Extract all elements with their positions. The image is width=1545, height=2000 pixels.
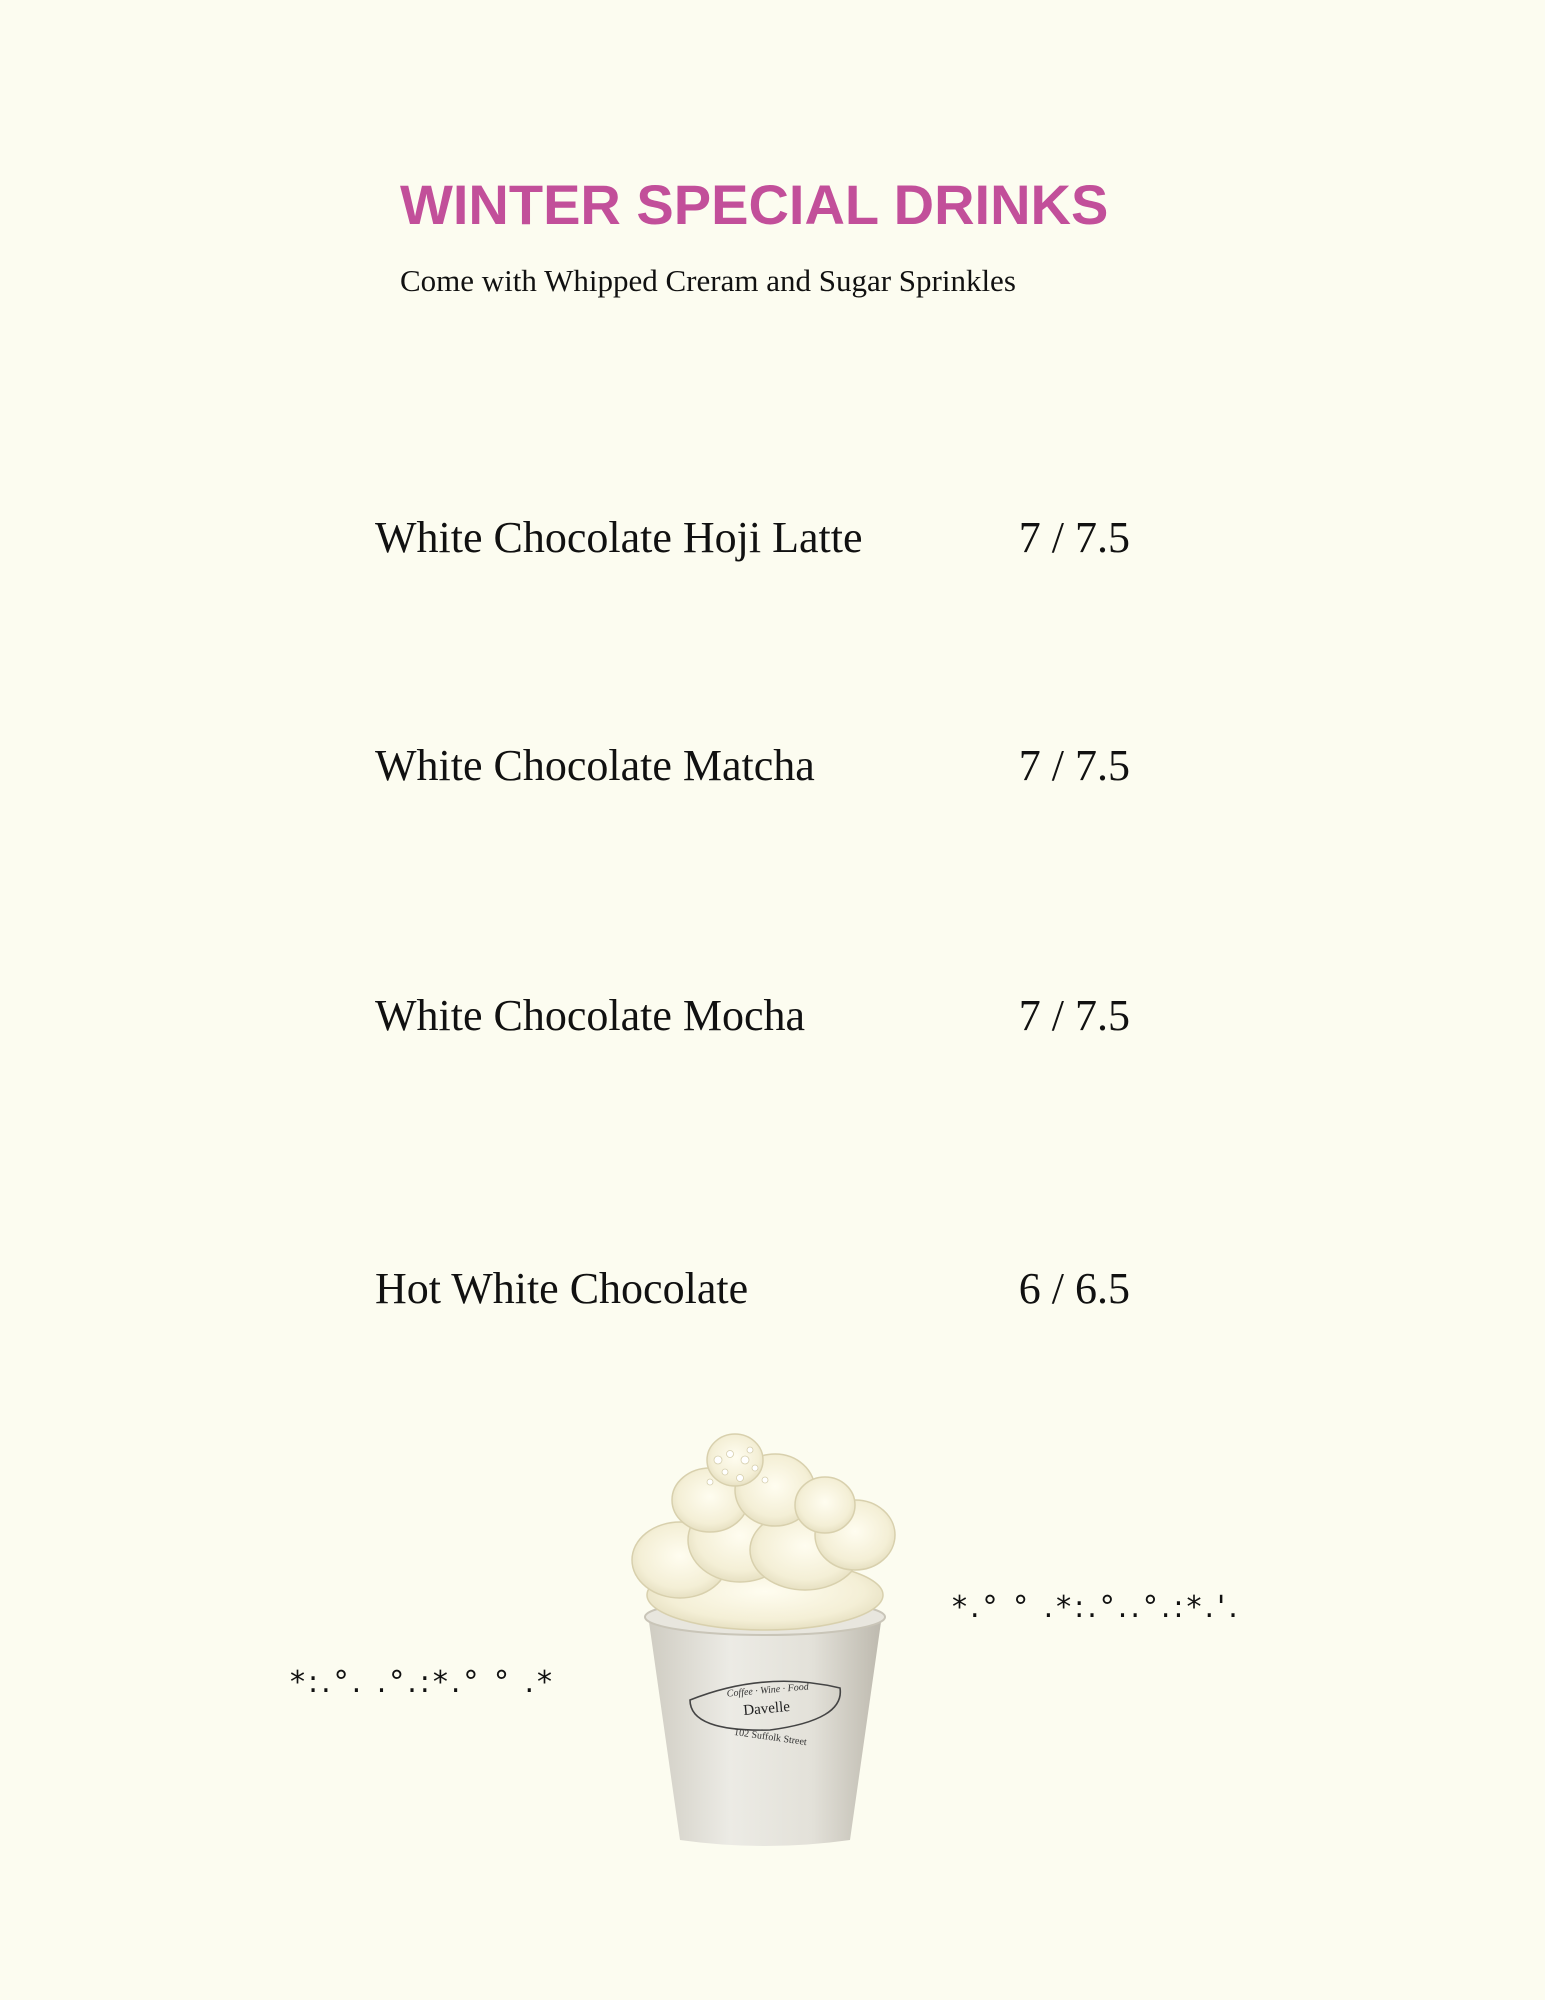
menu-item-name: Hot White Chocolate	[375, 1264, 749, 1313]
menu-item-name: White Chocolate Hoji Latte	[375, 513, 863, 562]
whipped-cream	[632, 1434, 895, 1630]
sparkle-decoration-left: *:.°. .°.:*.° ° .*	[290, 1665, 556, 1700]
page-subtitle: Come with Whipped Creram and Sugar Sprinkles	[400, 263, 1016, 298]
menu-item-price: 7 / 7.5	[1018, 513, 1130, 562]
sparkle-decoration-right: *.° ° .*:.°..°.:*.'.	[952, 1590, 1241, 1625]
menu-item-price: 7 / 7.5	[1018, 741, 1130, 790]
logo-top-line: Coffee · Wine · Food	[726, 1681, 810, 1700]
page-title: WINTER SPECIAL DRINKS	[400, 173, 1109, 236]
menu-item-price: 6 / 6.5	[1018, 1264, 1130, 1313]
logo-name: Davelle	[742, 1699, 791, 1720]
menu-item-name: White Chocolate Mocha	[375, 991, 806, 1040]
logo-address: 102 Suffolk Street	[733, 1726, 808, 1749]
menu-item-price: 7 / 7.5	[1018, 991, 1130, 1040]
menu-item-name: White Chocolate Matcha	[375, 741, 815, 790]
drink-cup-image	[600, 1420, 940, 1850]
